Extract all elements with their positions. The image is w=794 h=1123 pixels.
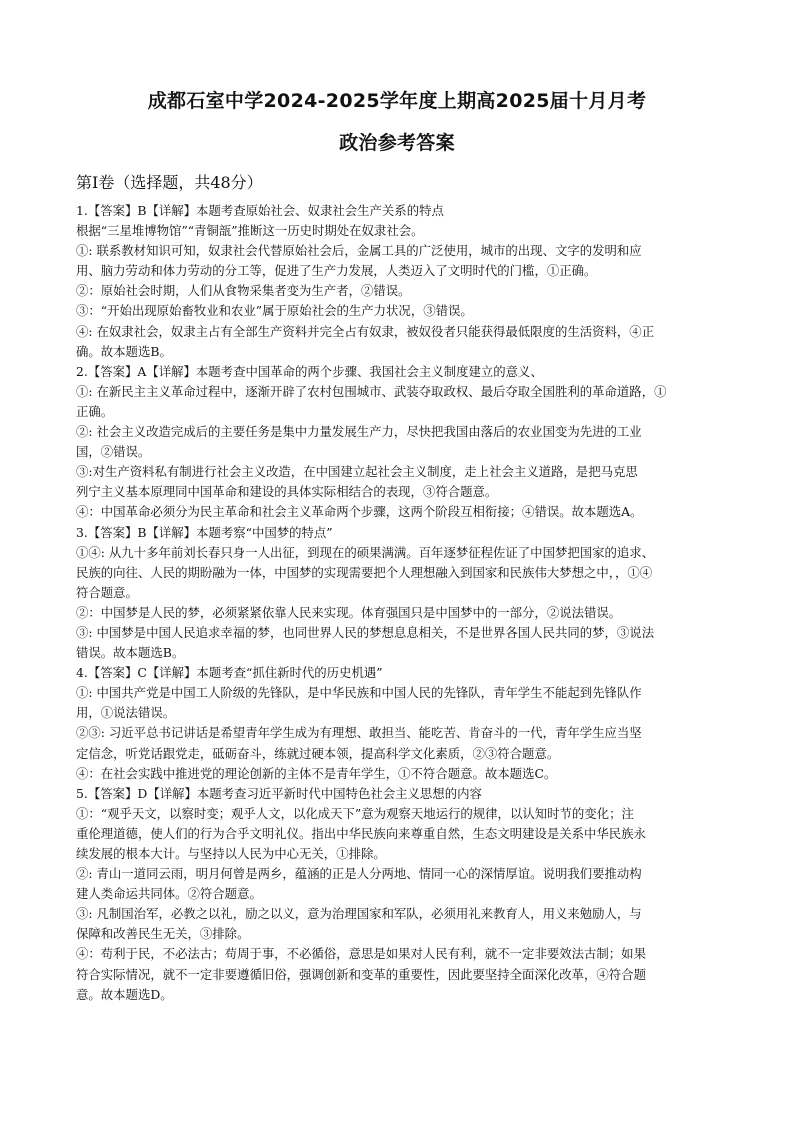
answer-line: ①④: 从九十多年前刘长春只身一人出征，到现在的硕果满满。百年逐梦征程佐证了中国梦把国家的追求、 [76,544,655,560]
answer-line: ②: 青山一道同云雨，明月何曾是两乡，蕴涵的正是人分两地、情同一心的深情厚谊。说明我们要推动构 [76,866,642,882]
section-heading: 第Ⅰ卷（选择题，共48分） [76,173,263,192]
answer-line: ④：中国革命必须分为民主革命和社会主义革命两个步骤，这两个阶段互相衔接；④错误。故本题选A。 [76,504,643,520]
answer-line: ④：苟利于民，不必法古；苟周于事，不必循俗，意思是如果对人民有利，就不一定非要效法古制；如果 [76,946,646,962]
answer-line: ③：“开始出现原始畜牧业和农业”属于原始社会的生产力状况，③错误。 [76,303,473,319]
answer-line: 符合题意。 [76,584,138,600]
answer-line: 保障和改善民生无关，③排除。 [76,926,250,942]
answer-line: ②：中国梦是人民的梦，必须紧紧依靠人民来实现。体育强国只是中国梦中的一部分，②说法错误。 [76,604,622,620]
answer-line: 国，②错误。 [76,444,151,460]
answer-line: ③: 中国梦是中国人民追求幸福的梦，也同世界人民的梦想息息相关，不是世界各国人民共同的梦，③说法 [76,624,655,640]
answer-line: ②: 社会主义改造完成后的主要任务是集中力量发展生产力，尽快把我国由落后的农业国变为先进的工业 [76,424,642,440]
answer-line: 根据“三星堆博物馆”“青铜瓿”推断这一历史时期处在奴隶社会。 [76,223,424,239]
answer-line: 正确。 [76,403,114,419]
exam-title: 成都石室中学2024-2025学年度上期高2025届十月月考 [147,90,647,112]
answer-line: 定信念，听党话跟党走，砥砺奋斗，练就过硬本领，提高科学文化素质，②③符合题意。 [76,745,560,761]
answer-line: 5.【答案】D【详解】本题考查习近平新时代中国特色社会主义思想的内容 [76,785,482,801]
answer-line: ①：“观乎天文，以察时变；观乎人文，以化成天下”意为观察天地运行的规律，以认知时节的变化；注 [76,805,634,821]
answer-line: ①: 中国共产党是中国工人阶级的先锋队，是中华民族和中国人民的先锋队，青年学生不能起到先锋队作 [76,685,642,701]
answer-line: ③: 凡制国治军，必教之以礼，励之以义，意为治理国家和军队，必须用礼来教育人，用义来勉励人，与 [76,906,642,922]
answer-line: 2.【答案】A【详解】本题考查中国革命的两个步骤、我国社会主义制度建立的意义、 [76,363,543,379]
answer-line: 确。故本题选B。 [76,343,172,359]
answer-line: 错误。故本题选B。 [76,645,185,661]
answer-line: 3.【答案】B【详解】本题考察“中国梦的特点” [76,524,333,540]
answer-line: 1.【答案】B【详解】本题考查原始社会、奴隶社会生产关系的特点 [76,203,444,218]
answer-line: 符合实际情况，就不一定非要遵循旧俗，强调创新和变革的重要性，因此要坚持全面深化改革，④符合题 [76,966,646,982]
answer-line: 续发展的根本大计。与坚持以人民为中心无关，①排除。 [76,846,386,861]
answer-line: 民族的向往、人民的期盼融为一体，中国梦的实现需要把个人理想融入到国家和民族伟大梦想之中，，①④ [76,564,653,580]
answer-line: ②③: 习近平总书记讲话是希望青年学生成为有理想、敢担当、能吃苦、肯奋斗的一代，青年学生应当坚 [76,725,642,741]
answer-line: 意。故本题选D。 [76,986,173,1002]
answer-key-subtitle: 政治参考答案 [339,132,455,154]
answer-line: 建人类命运共同体。②符合题意。 [76,886,262,902]
answer-line: ①: 在新民主主义革命过程中，逐渐开辟了农村包围城市、武装夺取政权、最后夺取全国胜利的革命道路，① [76,383,667,399]
answer-line: 重伦理道德，使人们的行为合乎文明礼仪。指出中华民族向来尊重自然，生态文明建设是关系中华民族永 [76,825,646,841]
answer-line: ④：在社会实践中推进党的理论创新的主体不是青年学生，①不符合题意。故本题选C。 [76,765,557,781]
answer-line: 用、脑力劳动和体力劳动的分工等，促进了生产力发展，人类迈入了文明时代的门槛，①正确。 [76,263,597,279]
answer-line: ③:对生产资料私有制进行社会主义改造，在中国建立起社会主义制度，走上社会主义道路，是把马克思 [76,464,638,480]
answer-line: ④: 在奴隶社会，奴隶主占有全部生产资料并完全占有奴隶，被奴役者只能获得最低限度的生活资料，④正 [76,323,655,339]
answer-line: 列宁主义基本原理同中国革命和建设的具体实际相结合的表现，③符合题意。 [76,484,498,500]
answer-line: ②：原始社会时期，人们从食物采集者变为生产者，②错误。 [76,283,411,299]
answer-line: ①: 联系教材知识可知，奴隶社会代替原始社会后，金属工具的广泛使用，城市的出现、文字的发明和应 [76,243,642,259]
answer-line: 用，①说法错误。 [76,705,176,721]
answer-body [76,201,722,1005]
answer-line: 4.【答案】C【详解】本题考查“抓住新时代的历史机遇” [76,665,383,681]
